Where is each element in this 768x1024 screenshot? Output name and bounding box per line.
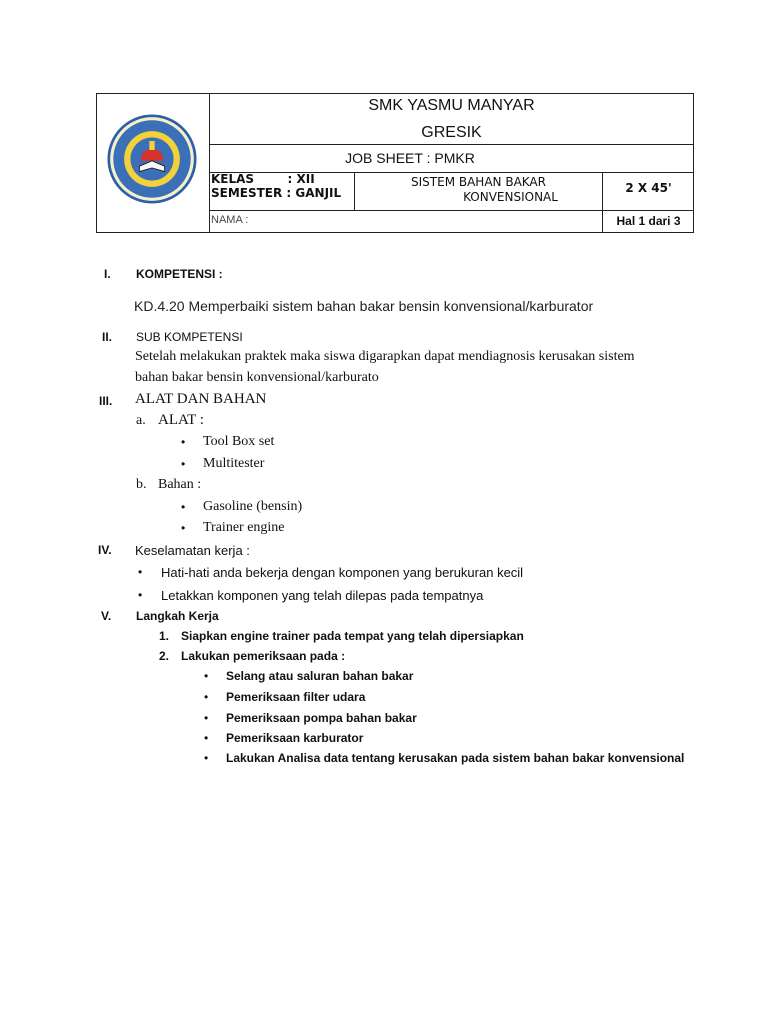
alat-item-2: Multitester [203, 456, 265, 471]
bahan-bullet-2: • [181, 521, 186, 535]
step-1-number: 1. [159, 629, 170, 643]
check-bullet-3: • [204, 711, 209, 725]
school-logo [107, 114, 197, 204]
step-1-text: Siapkan engine trainer pada tempat yang telah dipersiapkan [181, 629, 524, 643]
check-item-4: Pemeriksaan karburator [226, 731, 364, 745]
check-bullet-1: • [204, 669, 209, 683]
header-table [96, 93, 694, 233]
step-2-text: Lakukan pemeriksaan pada : [181, 649, 346, 663]
page-number: Hal 1 dari 3 [616, 214, 681, 228]
rule-1 [210, 144, 693, 145]
section-3-title: ALAT DAN BAHAN [135, 391, 267, 407]
bahan-item-2: Trainer engine [203, 520, 285, 535]
duration: 2 X 45' [625, 181, 672, 195]
alat-bullet-2: • [181, 457, 186, 471]
topic-line1: SISTEM BAHAN BAKAR [411, 175, 546, 189]
check-item-2: Pemeriksaan filter udara [226, 690, 366, 704]
section-3-number: III. [99, 394, 113, 408]
semester-label: SEMESTER : GANJIL [211, 186, 342, 200]
school-name: SMK YASMU MANYAR [368, 97, 535, 114]
check-bullet-2: • [204, 690, 209, 704]
bahan-item-1: Gasoline (bensin) [203, 499, 303, 514]
section-4-number: IV. [98, 543, 112, 557]
check-bullet-5: • [204, 751, 209, 765]
job-sheet-title: JOB SHEET : PMKR [345, 150, 475, 166]
section-4-title: Keselamatan kerja : [135, 543, 250, 558]
safety-bullet-2: • [138, 588, 143, 602]
section-2-number: II. [102, 330, 113, 344]
section-1-title: KOMPETENSI : [136, 267, 223, 281]
check-bullet-4: • [204, 731, 209, 745]
check-item-5: Lakukan Analisa data tentang kerusakan pada sistem bahan bakar konvensional [226, 751, 685, 765]
section-5-title: Langkah Kerja [136, 609, 219, 623]
check-item-3: Pemeriksaan pompa bahan bakar [226, 711, 417, 725]
school-city: GRESIK [421, 124, 482, 141]
safety-item-1: Hati-hati anda bekerja dengan komponen yang berukuran kecil [161, 565, 524, 580]
bahan-label: b. [136, 477, 147, 492]
safety-bullet-1: • [138, 565, 143, 579]
alat-label: a. [136, 413, 146, 428]
rule-3 [210, 210, 693, 211]
step-2-number: 2. [159, 649, 170, 663]
section-1-body: KD.4.20 Memperbaiki sistem bahan bakar bensin konvensional/karburator [134, 298, 594, 314]
kelas-label: KELAS : XII [211, 172, 315, 186]
check-item-1: Selang atau saluran bahan bakar [226, 669, 414, 683]
section-5-number: V. [101, 609, 112, 623]
nama-label: NAMA : [211, 214, 249, 226]
bahan-title: Bahan : [158, 477, 202, 492]
bahan-bullet-1: • [181, 500, 186, 514]
section-2-body-line2: bahan bakar bensin konvensional/karburato [135, 370, 379, 385]
topic-line2: KONVENSIONAL [463, 190, 558, 204]
alat-bullet-1: • [181, 435, 186, 449]
section-2-title: SUB KOMPETENSI [136, 330, 243, 344]
section-2-body-line1: Setelah melakukan praktek maka siswa digarapkan dapat mendiagnosis kerusakan sistem [135, 349, 635, 364]
alat-title: ALAT : [158, 412, 204, 428]
alat-item-1: Tool Box set [203, 434, 275, 449]
safety-item-2: Letakkan komponen yang telah dilepas pada tempatnya [161, 588, 484, 603]
section-1-number: I. [104, 267, 111, 281]
